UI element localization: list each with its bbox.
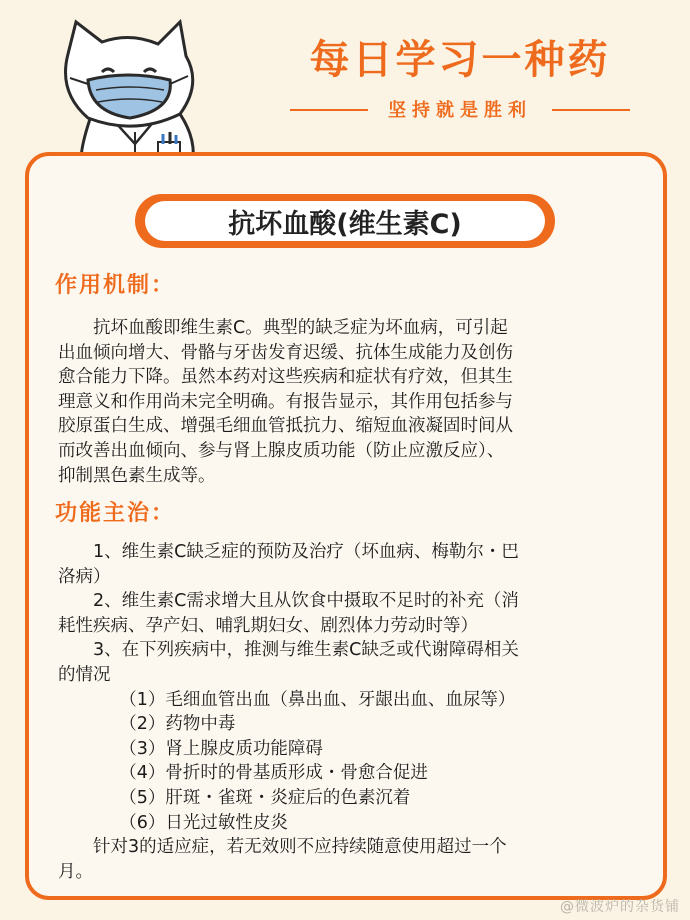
mechanism-heading: 作用机制：: [55, 273, 176, 298]
mechanism-line: 抗坏血酸即维生素C。典型的缺乏症为坏血病，可引起: [93, 318, 508, 338]
sub-indication-6: （6）日光过敏性皮炎: [119, 812, 288, 833]
indication-3-cont: 的情况: [58, 664, 111, 685]
sub-indication-3: （3）肾上腺皮质功能障碍: [119, 738, 323, 759]
sub-indication-5: （5）肝斑・雀斑・炎症后的色素沉着: [119, 787, 411, 808]
indications-heading: 功能主治：: [55, 501, 176, 526]
sub-indication-1: （1）毛细血管出血（鼻出血、牙龈出血、血尿等）: [119, 689, 516, 710]
indication-1: 1、维生素C缺乏症的预防及治疗（坏血病、梅勒尔・巴: [93, 542, 519, 562]
mechanism-line: 而改善出血倾向、参与肾上腺皮质功能（防止应激反应）、: [58, 440, 505, 461]
mechanism-text: [58, 316, 638, 488]
mechanism-line: 出血倾向增大、骨骼与牙齿发育迟缓、抗体生成能力及创伤: [58, 342, 513, 363]
indication-2: 2、维生素C需求增大且从饮食中摄取不足时的补充（消: [93, 591, 519, 612]
sub-indication-2: （2）药物中毒: [119, 714, 236, 735]
indications-list: [58, 540, 638, 884]
mechanism-line: 愈合能力下降。虽然本药对这些疾病和症状有疗效，但其生: [58, 367, 513, 388]
mechanism-line: 抑制黑色素生成等。: [58, 465, 216, 486]
mechanism-line: 胶原蛋白生成、增强毛细血管抵抗力、缩短血液凝固时间从: [58, 416, 513, 437]
indication-3: 3、在下列疾病中，推测与维生素C缺乏或代谢障碍相关: [93, 640, 519, 661]
mechanism-line: 理意义和作用尚未完全明确。有报告显示，其作用包括参与: [58, 391, 513, 412]
usage-note-cont: 月。: [58, 861, 93, 882]
indication-2-cont: 耗性疾病、孕产妇、哺乳期妇女、剧烈体力劳动时等）: [58, 615, 478, 636]
watermark: @微波炉的杂货铺: [560, 899, 680, 915]
page-title: 每日学习一种药: [309, 37, 611, 83]
drug-name: 抗坏血酸(维生素C): [145, 201, 545, 241]
drug-name-banner: [135, 194, 555, 248]
page-subtitle: 坚持就是胜利: [388, 100, 532, 121]
sub-indication-4: （4）骨折时的骨基质形成・骨愈合促进: [119, 763, 428, 784]
cat-doctor-mascot: [40, 14, 210, 174]
indication-1-cont: 洛病）: [58, 566, 111, 587]
usage-note: 针对3的适应症，若无效则不应持续随意使用超过一个: [93, 837, 507, 858]
